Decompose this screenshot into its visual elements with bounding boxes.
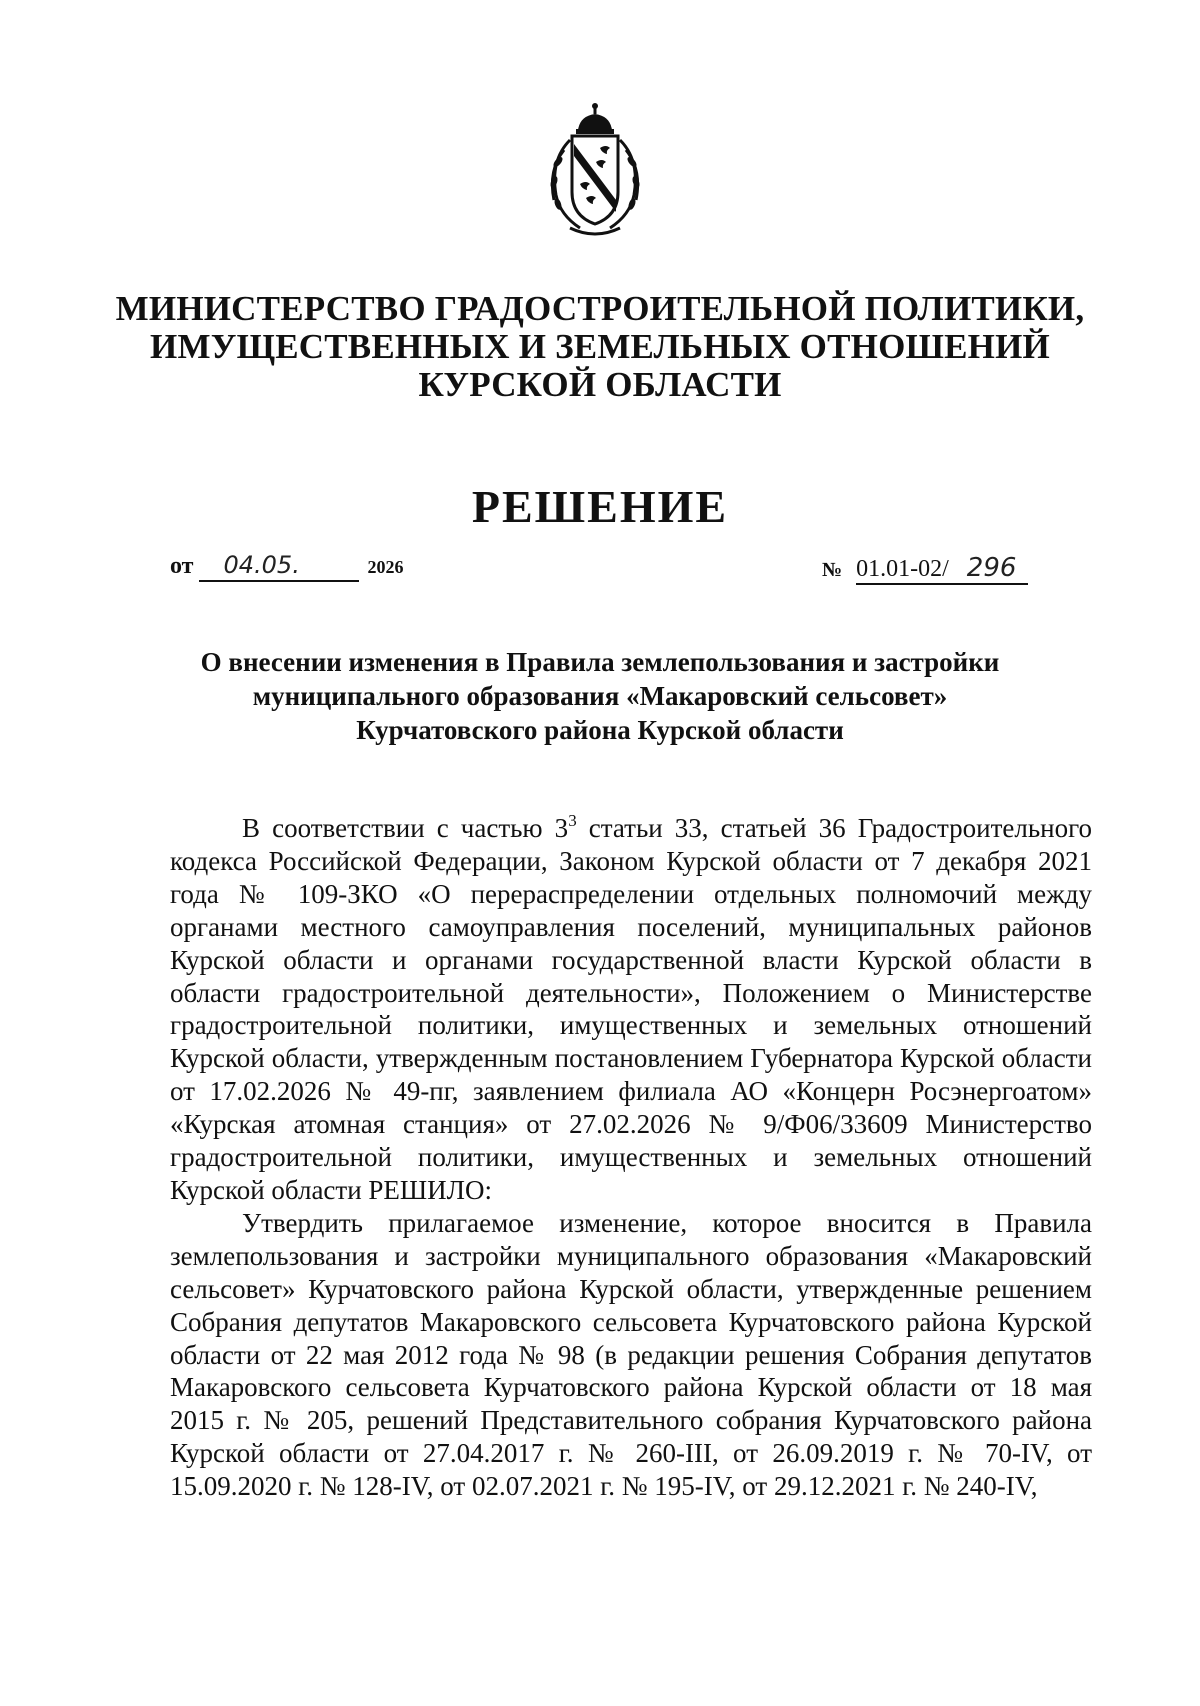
decision-number <box>822 553 1028 585</box>
legal-basis-start: В соответствии с частью 3 <box>242 813 569 843</box>
part-superscript: 3 <box>568 811 577 830</box>
handwritten-date: 04.05. <box>199 554 359 582</box>
ministry-line: МИНИСТЕРСТВО ГРАДОСТРОИТЕЛЬНОЙ ПОЛИТИКИ, <box>115 289 1085 328</box>
legal-basis-rest: статьи 33, статьей 36 Градостроительного кодекса Российской Федерации, Законом Курской области от 7 декабря 2021 года № 109-ЗКО «О перераспределении отдельных полномочий между органами местного самоуправления поселений, муниципальных районов Курской области и органами государственной власти Курской области в области градостроительной деятельности», Положением о Министерстве градостроительной политики, имущественных и земельных отношений Курской области, утвержденным постановлением Губернатора Курской области от 17.02.2026 № 49-пг, заявлением филиала АО «Концерн Росэнергоатом» «Курская атомная станция» от 27.02.2026 № 9/Ф06/33609 Министерство градостроительной политики, имущественных и земельных отношений Курской области РЕШИЛО: <box>170 813 1092 1205</box>
registration-number <box>856 553 1028 585</box>
ministry-line: КУРСКОЙ ОБЛАСТИ <box>418 365 782 404</box>
date-year: 2026 <box>367 557 404 577</box>
date-prefix: от <box>170 553 194 579</box>
subject-line: муниципального образования «Макаровский сельсовет» <box>252 681 948 711</box>
subject-line: О внесении изменения в Правила землепользования и застройки <box>200 647 1000 677</box>
subject-line: Курчатовского района Курской области <box>356 715 844 745</box>
ministry-line: ИМУЩЕСТВЕННЫХ И ЗЕМЕЛЬНЫХ ОТНОШЕНИЙ <box>150 327 1050 366</box>
number-handwritten: 296 <box>966 553 1017 583</box>
number-printed: 01.01-02/ <box>856 556 949 582</box>
body-paragraph-legal-basis <box>170 812 1092 1207</box>
number-sign: № <box>822 559 843 581</box>
ministry-name <box>100 290 1100 404</box>
decision-date <box>170 553 403 582</box>
decision-subject <box>100 645 1100 747</box>
body-paragraph-resolution: Утвердить прилагаемое изменение, которое вносится в Правила землепользования и застройки муниципального образования «Макаровский сельсовет» Курчатовского района Курской области, утвержденные решением Собрания депутатов Макаровского сельсовета Курчатовского района Курской области от 22 мая 2012 года № 98 (в редакции решения Собрания депутатов Макаровского сельсовета Курчатовского района Курской области от 18 мая 2015 г. № 205, решений Представительного собрания Курчатовского района Курской области от 27.04.2017 г. № 260-III, от 26.09.2019 г. № 70-IV, от 15.09.2020 г. № 128-IV, от 02.07.2021 г. № 195-IV, от 29.12.2021 г. № 240-IV, <box>170 1207 1092 1502</box>
decision-body <box>170 812 1092 1503</box>
coat-of-arms-icon <box>540 100 650 240</box>
document-type-title: РЕШЕНИЕ <box>471 481 729 532</box>
